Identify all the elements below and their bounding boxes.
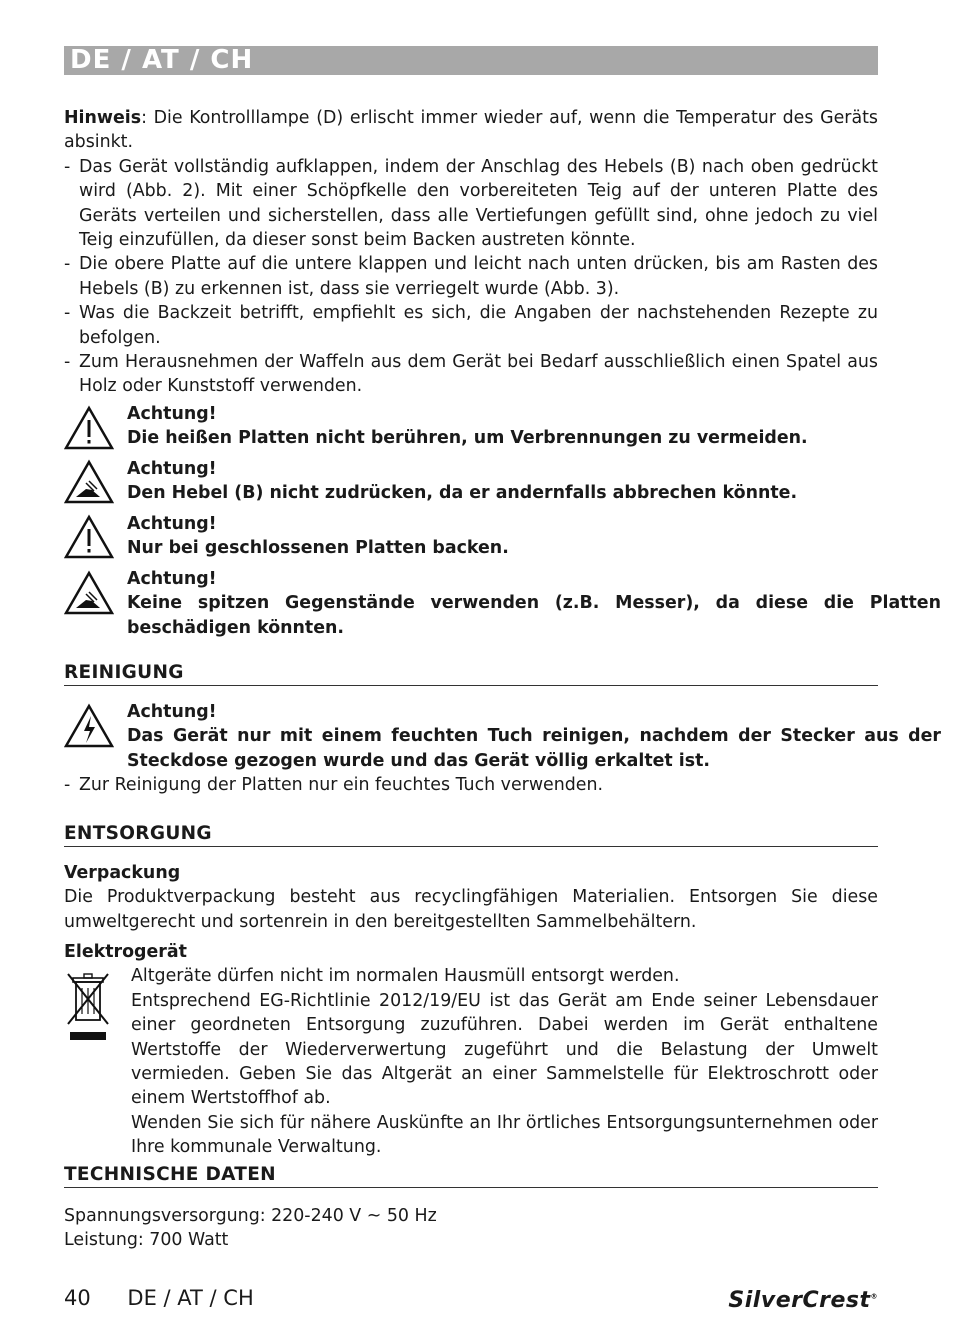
- step-text: Das Gerät vollständig aufklappen, indem der Anschlag des Hebels (B) nach oben gedrückt wird (Abb. 2). Mit einer Schöpfkelle den vorbereiteten Teig auf der unteren Platte des Geräts verteilen und sicherstellen, dass alle Vertiefungen gefüllt sind, ohne jedoch zu viel Teig einzufüllen, da dieser sonst beim Backen austreten könnte.: [79, 156, 878, 251]
- warning-title: Achtung!: [127, 514, 217, 534]
- spec-power: Leistung: 700 Watt: [64, 1230, 229, 1251]
- list-item: - Die obere Platte auf die untere klappen und leicht nach unten drücken, bis am Rasten des Hebels (B) zu erkennen ist, dass sie verriegelt wurde (Abb. 3).: [64, 254, 878, 299]
- step-text: Zum Herausnehmen der Waffeln aus dem Gerät bei Bedarf ausschließlich einen Spatel aus Holz oder Kunststoff verwenden.: [79, 352, 878, 397]
- page-footer: [64, 1286, 878, 1316]
- warning-text: Keine spitzen Gegenstände verwenden (z.B. Messer), da diese die Platten beschädigen könnten.: [127, 593, 941, 638]
- warning-text: Das Gerät nur mit einem feuchten Tuch reinigen, nachdem der Stecker aus der Steckdose gezogen wurde und das Gerät völlig erkaltet ist.: [127, 726, 941, 771]
- elektrogeraet-paragraph-2: Entsprechend EG-Richtlinie 2012/19/EU ist das Gerät am Ende seiner Lebensdauer einer geordneten Entsorgung zuzuführen. Dabei werden im Gerät enthaltene Wertstoffe der Wiederverwertung zugeführt und die Belastung der Umwelt vermieden. Geben Sie das Altgerät an einer Sammelstelle für Elektroschrott oder einem Wertstoffhof ab.: [131, 990, 878, 1109]
- verpackung-title: Verpackung: [64, 863, 181, 883]
- electric-warning-icon: [64, 703, 114, 749]
- brand-name: SilverCrest: [728, 1288, 871, 1313]
- reinigung-step: Zur Reinigung der Platten nur ein feuchtes Tuch verwenden.: [79, 775, 604, 795]
- exclamation-warning-icon: [64, 514, 114, 560]
- brand-mark: ®: [870, 1292, 878, 1301]
- page-number: 40: [64, 1286, 91, 1310]
- reinigung-heading: REINIGUNG: [64, 662, 878, 686]
- warning-text: Den Hebel (B) nicht zudrücken, da er andernfalls abbrechen könnte.: [127, 483, 798, 504]
- hinweis-text: : Die Kontrolllampe (D) erlischt immer wieder auf, wenn die Temperatur des Geräts absinkt.: [64, 108, 878, 153]
- technische-daten-block: [64, 1204, 878, 1253]
- hinweis-block: [64, 106, 878, 399]
- warning-block: [64, 402, 941, 451]
- warning-block: [64, 512, 941, 561]
- verpackung-block: [64, 861, 878, 934]
- entsorgung-heading: ENTSORGUNG: [64, 823, 878, 847]
- step-text: Was die Backzeit betrifft, empfiehlt es sich, die Angaben der nachstehenden Rezepte zu befolgen.: [79, 303, 878, 348]
- warning-block: [64, 567, 941, 640]
- warning-title: Achtung!: [127, 459, 217, 479]
- footer-region: DE / AT / CH: [127, 1286, 254, 1310]
- hinweis-paragraph: [64, 106, 878, 155]
- hand-warning-icon: [64, 459, 114, 505]
- elektrogeraet-title: Elektrogerät: [64, 942, 187, 962]
- spec-voltage: Spannungsversorgung: 220-240 V ~ 50 Hz: [64, 1206, 437, 1226]
- warning-text: Nur bei geschlossenen Platten backen.: [127, 538, 509, 559]
- elektrogeraet-text: [64, 964, 878, 1159]
- warning-title: Achtung!: [127, 702, 217, 722]
- verpackung-text: Die Produktverpackung besteht aus recyclingfähigen Materialien. Entsorgen Sie diese umweltgerecht und sortenrein in den bereitgestellten Sammelbehältern.: [64, 887, 878, 932]
- warning-block: [64, 700, 941, 773]
- list-item: - Das Gerät vollständig aufklappen, indem der Anschlag des Hebels (B) nach oben gedrückt wird (Abb. 2). Mit einer Schöpfkelle den vorbereiteten Teig auf der unteren Platte des Geräts verteilen und sicherstellen, dass alle Vertiefungen gefüllt sind, ohne jedoch zu viel Teig einzufüllen, da dieser sonst beim Backen austreten könnte.: [64, 156, 878, 251]
- warning-title: Achtung!: [127, 404, 217, 424]
- hand-warning-icon: [64, 570, 114, 616]
- exclamation-warning-icon: [64, 405, 114, 451]
- brand-logo: [728, 1288, 878, 1313]
- warning-block: [64, 457, 941, 506]
- header-title: DE / AT / CH: [70, 45, 254, 75]
- elektrogeraet-paragraph-3: Wenden Sie sich für nähere Auskünfte an Ihr örtliches Entsorgungsunternehmen oder Ihre kommunale Verwaltung.: [131, 1112, 878, 1158]
- crossed-bin-icon: [66, 970, 110, 1042]
- elektrogeraet-paragraph-1: Altgeräte dürfen nicht im normalen Hausmüll entsorgt werden.: [131, 966, 680, 987]
- step-text: Die obere Platte auf die untere klappen und leicht nach unten drücken, bis am Rasten des Hebels (B) zu erkennen ist, dass sie verriegelt wurde (Abb. 3).: [79, 254, 878, 299]
- list-item: - Was die Backzeit betrifft, empfiehlt es sich, die Angaben der nachstehenden Rezepte zu befolgen.: [64, 303, 878, 348]
- list-item: - Zum Herausnehmen der Waffeln aus dem Gerät bei Bedarf ausschließlich einen Spatel aus Holz oder Kunststoff verwenden.: [64, 352, 878, 397]
- hinweis-label: Hinweis: [64, 108, 142, 128]
- elektrogeraet-block: [64, 940, 878, 1160]
- warning-text: Die heißen Platten nicht berühren, um Verbrennungen zu vermeiden.: [127, 428, 808, 449]
- warning-title: Achtung!: [127, 569, 217, 589]
- list-item: - Zur Reinigung der Platten nur ein feuchtes Tuch verwenden.: [64, 775, 604, 795]
- header-banner: [64, 46, 878, 75]
- technische-daten-heading: TECHNISCHE DATEN: [64, 1164, 878, 1188]
